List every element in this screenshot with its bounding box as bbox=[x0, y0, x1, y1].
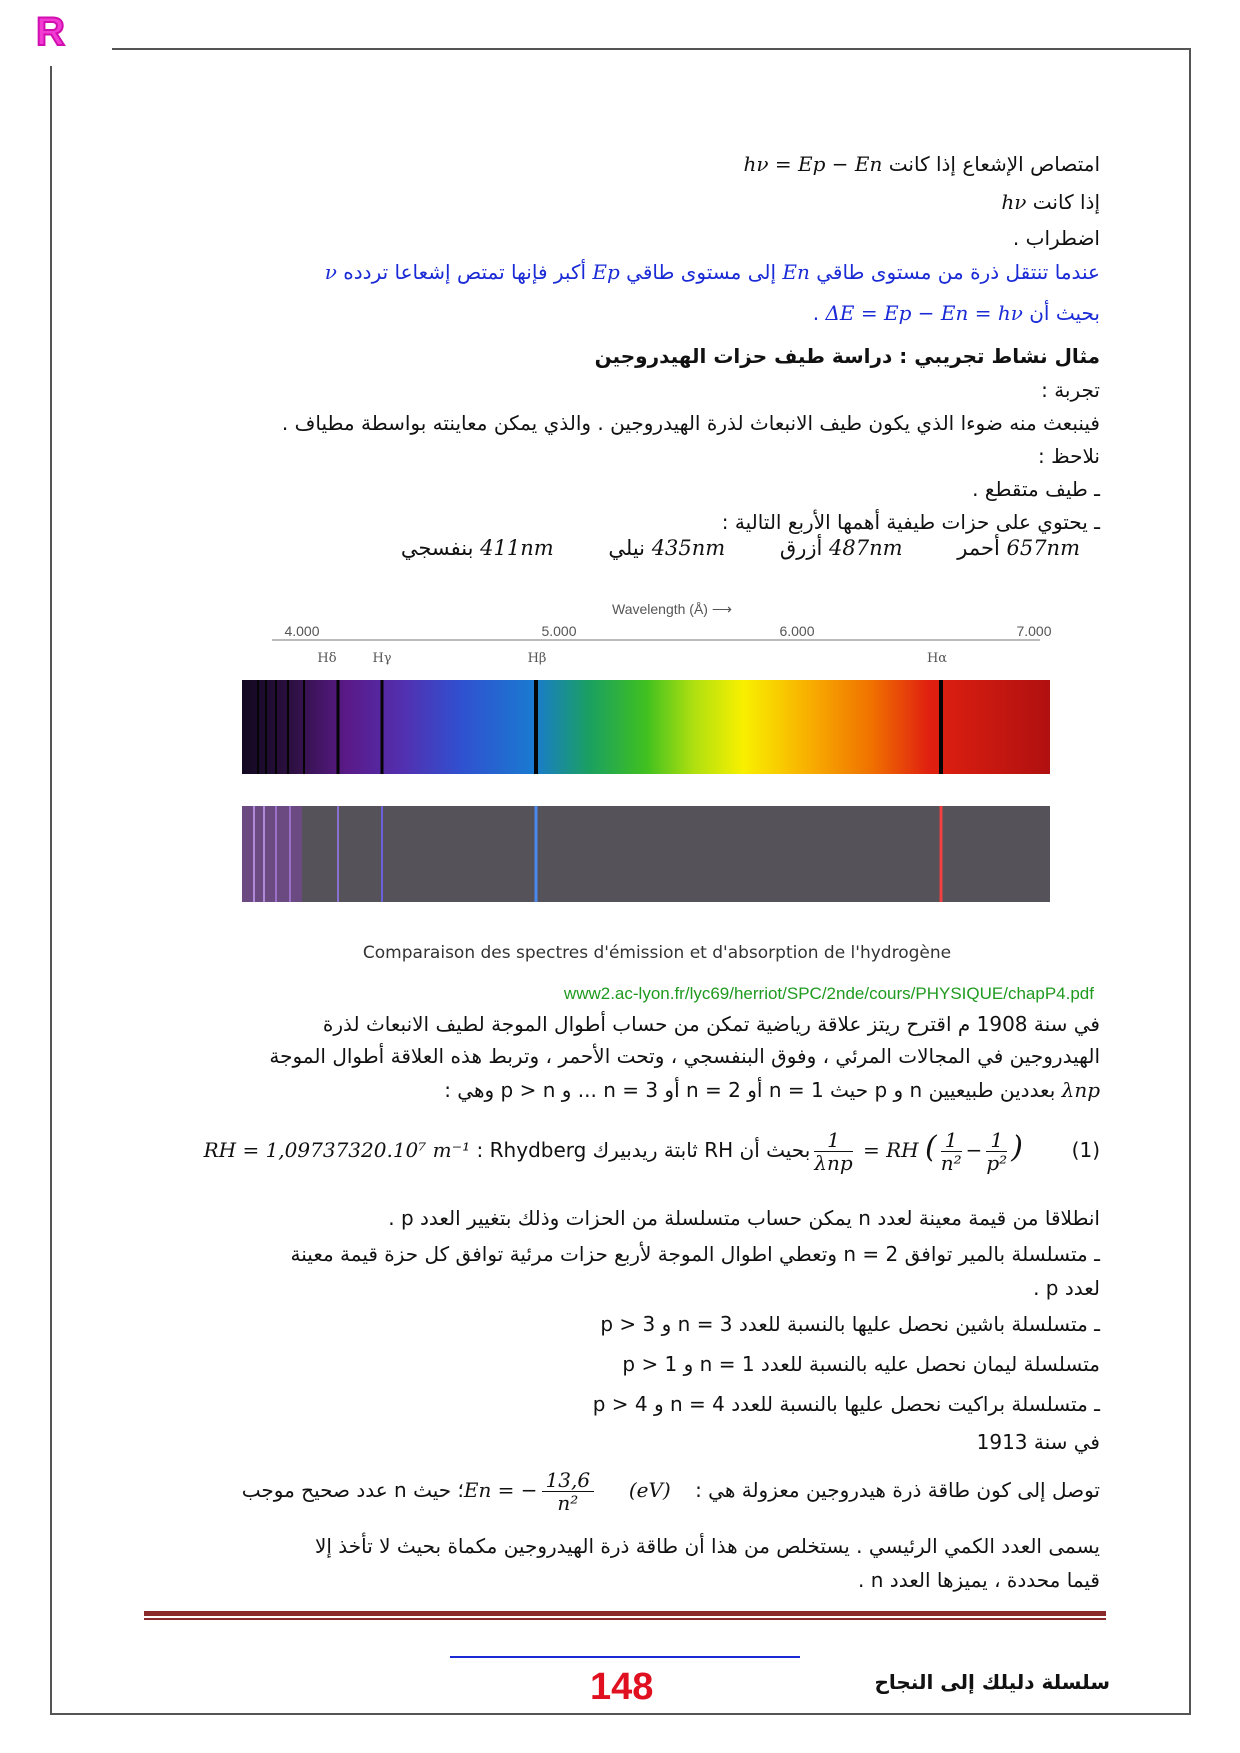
bohr-energy-line bbox=[242, 1466, 1100, 1514]
symbol-En: En bbox=[782, 260, 810, 284]
experiment-label: تجربة : bbox=[1041, 378, 1100, 402]
wavelength-value: 657nm bbox=[1006, 536, 1080, 560]
figure-caption: Comparaison des spectres d'émission et d'absorption de l'hydrogène bbox=[362, 943, 952, 963]
line-disturbance: اضطراب . bbox=[1012, 226, 1100, 250]
line-absorption bbox=[744, 150, 1100, 178]
footer-rule-thin bbox=[144, 1618, 1106, 1620]
footer-rule bbox=[144, 1611, 1106, 1616]
rydberg-constant: RH = 1,09737320.10⁷ m⁻¹ bbox=[203, 1138, 471, 1162]
notice-label: نلاحظ : bbox=[1038, 444, 1100, 468]
line-transition-b: إلى مستوى طاقي bbox=[626, 260, 777, 284]
symbol-nu: ν bbox=[324, 260, 337, 284]
wavelength-color: أزرق bbox=[779, 536, 823, 560]
frac-n-denominator: n² bbox=[940, 1151, 962, 1175]
lhs-denominator: λnp bbox=[814, 1151, 853, 1175]
bohr-En: En = − bbox=[463, 1478, 538, 1502]
line-label-hgamma: Hγ bbox=[372, 651, 392, 666]
frame-top-border bbox=[112, 48, 1190, 50]
series-balmer-cont: لعدد p . bbox=[1033, 1276, 1100, 1300]
ritz-paragraph-2: الهيدروجين في المجالات المرئي ، وفوق البنفسجي ، وتحت الأحمر ، وتربط هذه العلاقة أطوال الموجة bbox=[269, 1044, 1100, 1068]
line-label-hdelta: Hδ bbox=[317, 651, 337, 666]
ritz-paragraph-3-text: بعددين طبيعيين n و p حيث n = 1 أو n = 2 أو n = 3 ... و p > n وهي : bbox=[444, 1078, 1056, 1102]
observation-lines: ـ يحتوي على حزات طيفية أهمها الأربع التالية : bbox=[721, 510, 1100, 534]
symbol-Ep: Ep bbox=[592, 260, 620, 284]
wavelength-value: 487nm bbox=[829, 536, 903, 560]
bohr-numerator: 13,6 bbox=[542, 1469, 595, 1492]
equation-rh: = RH bbox=[863, 1138, 919, 1162]
line-transition bbox=[325, 258, 1100, 286]
tick-label: 4.000 bbox=[284, 623, 320, 639]
frame-right-border bbox=[1189, 48, 1191, 1714]
absorption-spectrum-band bbox=[242, 680, 1050, 774]
line-energy-end: . bbox=[812, 301, 820, 325]
logo: R bbox=[36, 10, 65, 54]
frame-left-border bbox=[50, 66, 52, 1714]
series-balmer: ـ متسلسلة بالمير توافق n = 2 وتعطي اطوال الموجة لأربع حزات مرئية توافق كل حزة قيمة معينة bbox=[290, 1242, 1100, 1266]
wavelength-list bbox=[353, 536, 1080, 560]
ritz-equation-line bbox=[204, 1124, 1100, 1174]
bohr-formula bbox=[463, 1468, 605, 1515]
ritz-equation: $\frac{1}{\text{λnp}}$ = RH ( $\frac{1}{\text{n²}}$ − $\frac{1}{\text{p²}}$ ) bbox=[814, 1128, 1023, 1175]
wavelength-item bbox=[608, 536, 725, 560]
line-energy-relation bbox=[813, 299, 1100, 327]
section-heading: مثال نشاط تجريبي : دراسة طيف حزات الهيدروجين bbox=[594, 344, 1100, 368]
bohr-paragraph-1: يسمى العدد الكمي الرئيسي . يستخلص من هذا أن طاقة ذرة الهيدروجين مكماة بحيث لا تأخذ إلا bbox=[314, 1534, 1100, 1558]
energy-relation-formula: ΔE = Ep − En = hν bbox=[825, 301, 1023, 325]
bohr-text-a: توصل إلى كون طاقة ذرة هيدروجين معزولة هي : bbox=[695, 1478, 1100, 1502]
equation-number: (1) bbox=[1071, 1138, 1100, 1162]
emission-spectrum-band bbox=[242, 806, 1050, 902]
frac-p-denominator: p² bbox=[986, 1151, 1008, 1175]
frac-p-numerator: 1 bbox=[986, 1129, 1007, 1152]
lhs-numerator: 1 bbox=[814, 1129, 852, 1152]
hydrogen-spectrum-figure bbox=[232, 596, 1082, 976]
equation-frac-p bbox=[986, 1129, 1007, 1174]
year-1913: في سنة 1913 bbox=[976, 1430, 1100, 1454]
series-paschen: ـ متسلسلة باشين نحصل عليها بالنسبة للعدد n = 3 و p > 3 bbox=[600, 1312, 1100, 1336]
bohr-fraction bbox=[542, 1469, 595, 1514]
wavelength-value: 411nm bbox=[480, 536, 554, 560]
wavelength-color: نيلي bbox=[608, 536, 645, 560]
ritz-paragraph-1: في سنة 1908 م اقترح ريتز علاقة رياضية تمكن من حساب أطوال الموجة لطيف الانبعاث لذرة bbox=[322, 1012, 1100, 1036]
frac-n-numerator: 1 bbox=[941, 1129, 962, 1152]
line-energy-text: بحيث أن bbox=[1029, 301, 1100, 325]
line-absorption-text: امتصاص الإشعاع إذا كانت bbox=[888, 152, 1100, 176]
equation-frac-n bbox=[941, 1129, 962, 1174]
footer-blue-rule bbox=[450, 1656, 800, 1658]
bohr-denominator: n² bbox=[557, 1491, 579, 1515]
line-transition-a: عندما تنتقل ذرة من مستوى طاقي bbox=[816, 260, 1100, 284]
bohr-unit: (eV) bbox=[628, 1478, 671, 1502]
axis-title: Wavelength (Å) ⟶ bbox=[612, 601, 732, 617]
page-number: 148 bbox=[590, 1666, 654, 1708]
rydberg-description: بحيث أن RH ثابتة ريدبيرك Rhydberg : bbox=[476, 1138, 811, 1162]
wavelength-value: 435nm bbox=[651, 536, 726, 560]
line-if-text: إذا كانت bbox=[1032, 190, 1100, 214]
wavelength-item bbox=[957, 536, 1080, 560]
wavelength-item bbox=[401, 536, 554, 560]
wavelength-color: بنفسجي bbox=[400, 536, 474, 560]
line-label-halpha: Hα bbox=[926, 651, 948, 666]
wavelength-item bbox=[780, 536, 903, 560]
tick-label: 6.000 bbox=[779, 623, 815, 639]
tick-label: 7.000 bbox=[1016, 623, 1052, 639]
series-title: سلسلة دليلك إلى النجاح bbox=[874, 1670, 1110, 1694]
emission-violet-edge bbox=[242, 806, 302, 902]
experiment-description: فينبعث منه ضوءا الذي يكون طيف الانبعاث لذرة الهيدروجين . والذي يمكن معاينته بواسطة مطياف . bbox=[281, 411, 1100, 435]
series-lyman: متسلسلة ليمان نحصل عليه بالنسبة للعدد n = 1 و p > 1 bbox=[622, 1352, 1100, 1376]
equation-lhs bbox=[814, 1129, 852, 1174]
source-link[interactable]: www2.ac-lyon.fr/lyc69/herriot/SPC/2nde/cours/PHYSIQUE/chapP4.pdf bbox=[563, 984, 1094, 1003]
series-intro: انطلاقا من قيمة معينة لعدد n يمكن حساب متسلسلة من الحزات وذلك بتغيير العدد p . bbox=[388, 1206, 1100, 1230]
symbol-lambda-np: λnp bbox=[1061, 1078, 1100, 1102]
frame-bottom-border bbox=[50, 1713, 1191, 1715]
bohr-paragraph-2: قيما محددة ، يميزها العدد n . bbox=[858, 1568, 1100, 1592]
line-label-hbeta: Hβ bbox=[527, 651, 547, 666]
line-absorption-formula: hν = Ep − En bbox=[743, 152, 883, 176]
line-if-formula: hν bbox=[1001, 190, 1027, 214]
line-transition-c: أكبر فإنها تمتص إشعاعا تردده bbox=[343, 260, 587, 284]
observation-discontinuous: ـ طيف متقطع . bbox=[972, 477, 1100, 501]
wavelength-color: أحمر bbox=[957, 536, 1000, 560]
ritz-paragraph-3 bbox=[444, 1076, 1100, 1104]
line-if bbox=[1001, 188, 1100, 216]
tick-label: 5.000 bbox=[541, 623, 577, 639]
bohr-text-b: ؛ حيث n عدد صحيح موجب bbox=[241, 1478, 464, 1502]
series-brackett: ـ متسلسلة براكيت نحصل عليها بالنسبة للعدد n = 4 و p > 4 bbox=[592, 1392, 1100, 1416]
